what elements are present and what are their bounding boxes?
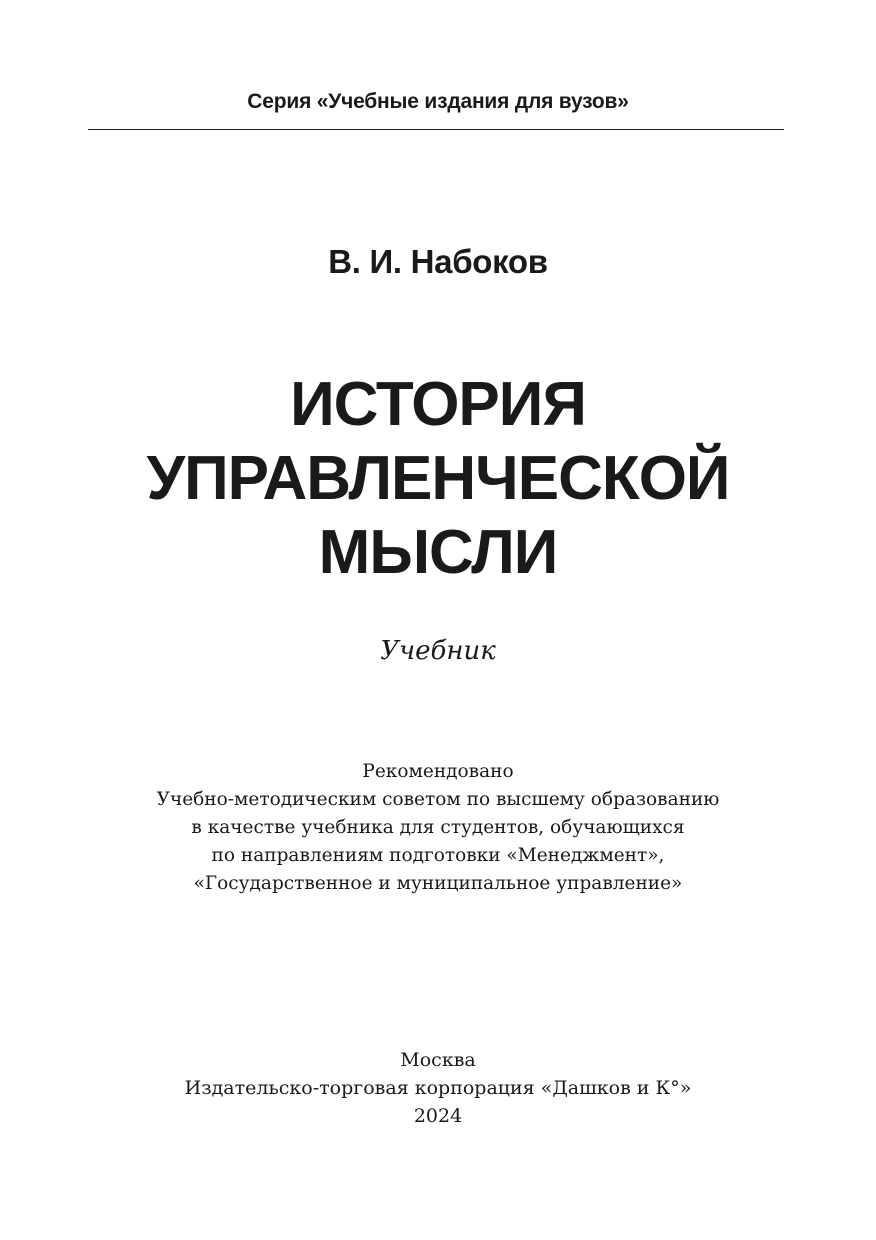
approval-line-1: Рекомендовано (362, 761, 514, 782)
book-title-line-3: МЫСЛИ (318, 518, 558, 587)
book-title-line-2: УПРАВЛЕНЧЕСКОЙ (146, 444, 730, 513)
imprint (0, 1046, 876, 1130)
approval-line-2: Учебно-методическим советом по высшему образованию (156, 789, 720, 810)
book-title (0, 368, 876, 590)
approval-line-5: «Государственное и муниципальное управление» (193, 873, 683, 894)
series-divider (88, 129, 784, 130)
series-heading: Серия «Учебные издания для вузов» (247, 90, 629, 113)
imprint-year: 2024 (413, 1105, 463, 1127)
imprint-city: Москва (400, 1049, 476, 1071)
book-title-line-1: ИСТОРИЯ (290, 370, 586, 439)
author-name: В. И. Набоков (328, 243, 548, 280)
publication-type: Учебник (380, 636, 496, 666)
approval-line-3: в качестве учебника для студентов, обучающихся (191, 817, 685, 838)
imprint-publisher: Издательско-торговая корпорация «Дашков и К°» (184, 1077, 692, 1099)
approval-notice (0, 758, 876, 898)
approval-line-4: по направлениям подготовки «Менеджмент», (211, 845, 665, 866)
